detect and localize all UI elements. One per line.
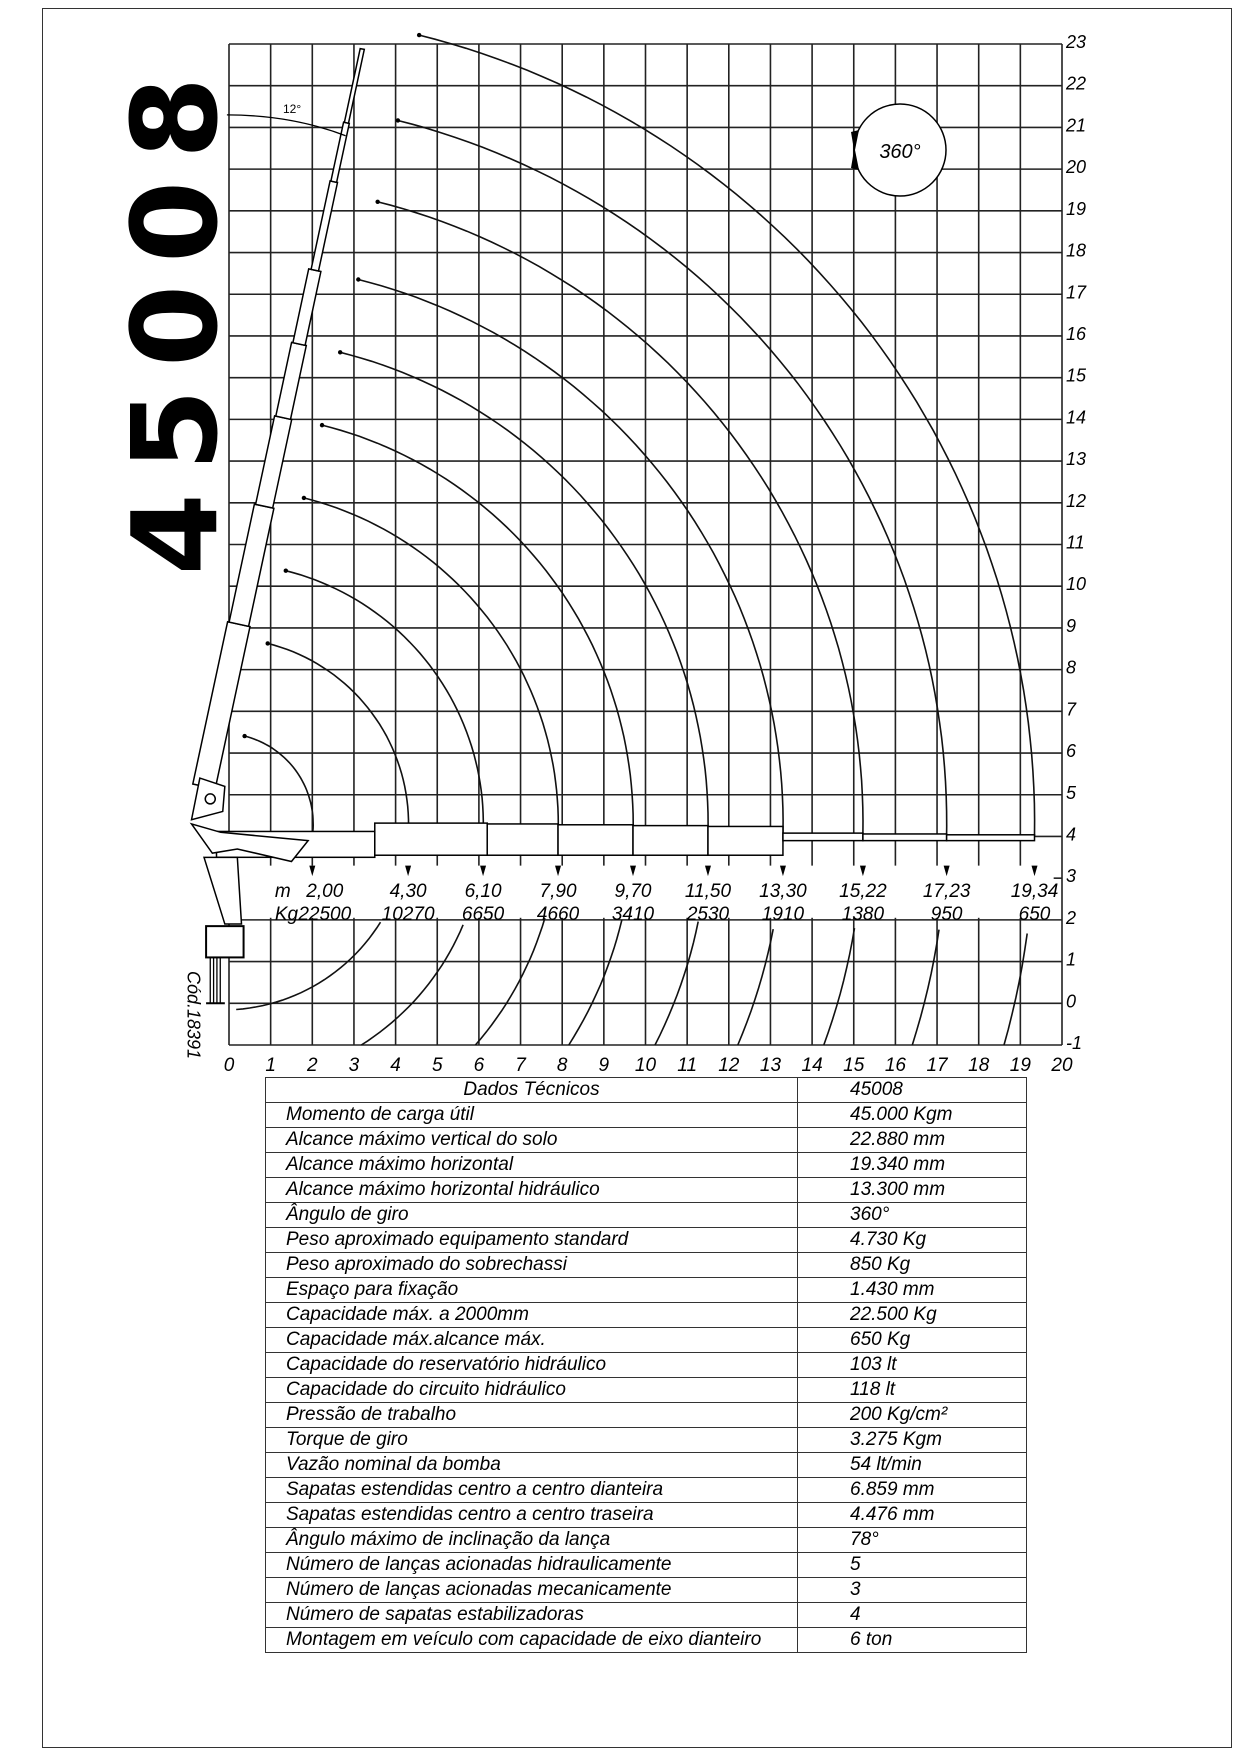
spec-row — [266, 1478, 1027, 1503]
angle-label: 12° — [283, 102, 302, 116]
load-value-label: 6650 — [461, 903, 505, 925]
spec-label: Alcance máximo horizontal — [266, 1153, 798, 1178]
reach-marker — [555, 866, 561, 876]
y-tick-label: 0 — [1066, 991, 1077, 1012]
crane-column — [204, 857, 241, 924]
x-tick-label: 4 — [390, 1055, 401, 1075]
reach-value-label: 17,23 — [922, 880, 971, 902]
arc-arrow-icon — [242, 734, 246, 738]
x-tick-label: 18 — [968, 1055, 990, 1075]
x-tick-label: 8 — [556, 1055, 568, 1075]
arc-arrow-icon — [302, 496, 306, 500]
crane-base — [206, 926, 243, 957]
arc-arrow-icon — [320, 423, 324, 427]
x-tick-label: 1 — [265, 1055, 276, 1075]
spec-value: 22.880 mm — [798, 1128, 1027, 1153]
boom-inclined-section — [229, 504, 274, 626]
y-tick-label: 22 — [1066, 73, 1087, 94]
spec-row — [266, 1203, 1027, 1228]
arc-arrow-icon — [284, 569, 288, 573]
spec-label: Sapatas estendidas centro a centro traseira — [266, 1503, 798, 1528]
reach-value-label: 6,10 — [464, 880, 502, 902]
reach-marker — [1032, 866, 1038, 876]
spec-row — [266, 1353, 1027, 1378]
y-tick-label: 8 — [1066, 657, 1077, 678]
y-tick-label: 7 — [1066, 699, 1077, 720]
spec-row — [266, 1403, 1027, 1428]
boom-section — [783, 833, 863, 841]
x-tick-label: 14 — [801, 1055, 823, 1075]
spec-row — [266, 1228, 1027, 1253]
spec-label: Capacidade máx. a 2000mm — [266, 1303, 798, 1328]
spec-label: Ângulo máximo de inclinação da lança — [266, 1528, 798, 1553]
spec-label: Montagem em veículo com capacidade de eixo dianteiro — [266, 1628, 798, 1653]
spec-row — [266, 1103, 1027, 1128]
spec-value: 650 Kg — [798, 1328, 1027, 1353]
spec-row — [266, 1553, 1027, 1578]
spec-label: Número de lanças acionadas hidraulicamente — [266, 1553, 798, 1578]
y-tick-label: 14 — [1066, 407, 1087, 428]
x-tick-label: 9 — [598, 1055, 610, 1075]
y-tick-label: 9 — [1066, 615, 1077, 636]
reach-value-label: 13,30 — [759, 880, 807, 902]
spec-label: Sapatas estendidas centro a centro dianteira — [266, 1478, 798, 1503]
boom-inclined-section — [293, 269, 321, 345]
load-value-label: 4660 — [536, 903, 580, 925]
y-tick-label: 19 — [1066, 198, 1087, 219]
y-tick-label: 17 — [1066, 282, 1087, 303]
spec-row — [266, 1253, 1027, 1278]
reach-marker — [780, 866, 786, 876]
spec-value: 200 Kg/cm² — [798, 1403, 1027, 1428]
x-tick-label: 16 — [884, 1055, 906, 1075]
specs-table — [265, 1077, 1027, 1653]
spec-label: Dados Técnicos — [266, 1078, 798, 1103]
spec-value: 6.859 mm — [798, 1478, 1027, 1503]
x-tick-label: 0 — [223, 1055, 235, 1075]
spec-value: 3 — [798, 1578, 1027, 1603]
spec-value: 78° — [798, 1528, 1027, 1553]
y-tick-label: 6 — [1066, 741, 1077, 762]
reach-value-label: 9,70 — [614, 880, 652, 902]
y-tick-label: 2 — [1066, 907, 1077, 928]
x-tick-label: 7 — [515, 1055, 526, 1075]
load-arc — [322, 425, 633, 1045]
y-tick-label: 12 — [1066, 490, 1087, 511]
spec-row — [266, 1128, 1027, 1153]
x-tick-label: 17 — [926, 1055, 948, 1075]
spec-label: Capacidade do reservatório hidráulico — [266, 1353, 798, 1378]
spec-row — [266, 1278, 1027, 1303]
spec-row — [266, 1378, 1027, 1403]
reach-marker — [480, 866, 486, 876]
arc-arrow-icon — [356, 277, 360, 281]
x-tick-label: 5 — [431, 1055, 443, 1075]
spec-label: Peso aproximado equipamento standard — [266, 1228, 798, 1253]
spec-label: Momento de carga útil — [266, 1103, 798, 1128]
y-tick-label: 18 — [1066, 240, 1087, 261]
spec-label: Capacidade máx.alcance máx. — [266, 1328, 798, 1353]
spec-row — [266, 1303, 1027, 1328]
spec-row — [266, 1578, 1027, 1603]
x-tick-label: 19 — [1009, 1055, 1031, 1075]
boom-section — [708, 826, 783, 855]
spec-label: Ângulo de giro — [266, 1203, 798, 1228]
spec-label: Número de lanças acionadas mecanicamente — [266, 1578, 798, 1603]
arc-arrow-icon — [265, 641, 269, 645]
reach-marker — [944, 866, 950, 876]
arc-arrow-icon — [396, 118, 400, 122]
model-title-text: 45008 — [106, 54, 244, 576]
x-tick-label: 6 — [473, 1055, 485, 1075]
reach-marker — [630, 866, 636, 876]
load-unit-label: Kg — [274, 903, 299, 925]
reach-value-label: 11,50 — [684, 880, 732, 902]
boom-inclined-section — [193, 622, 250, 789]
x-tick-label: 2 — [307, 1055, 318, 1075]
x-tick-label: 12 — [718, 1055, 740, 1075]
reach-unit-label: m — [274, 880, 291, 902]
y-tick-label: 20 — [1066, 157, 1087, 178]
reach-value-label: 4,30 — [389, 880, 427, 902]
spec-row — [266, 1178, 1027, 1203]
y-tick-label: 21 — [1066, 115, 1087, 136]
y-tick-label: 13 — [1066, 449, 1087, 470]
load-value-label: 2530 — [686, 903, 730, 925]
spec-value: 6 ton — [798, 1628, 1027, 1653]
spec-label: Alcance máximo horizontal hidráulico — [266, 1178, 798, 1203]
y-tick-label: -1 — [1066, 1033, 1083, 1053]
spec-label: Número de sapatas estabilizadoras — [266, 1603, 798, 1628]
x-tick-label: 10 — [634, 1055, 657, 1075]
spec-value: 5 — [798, 1553, 1027, 1578]
y-tick-label: 11 — [1066, 532, 1085, 553]
x-tick-label: 15 — [843, 1055, 865, 1075]
boom-inclined-section — [256, 416, 292, 508]
boom-inclined-section — [276, 342, 307, 419]
reach-marker — [309, 866, 315, 876]
boom-section — [633, 826, 708, 856]
spec-value: 13.300 mm — [798, 1178, 1027, 1203]
spec-row — [266, 1453, 1027, 1478]
load-arc — [358, 280, 783, 1046]
spec-row — [266, 1153, 1027, 1178]
rotation-indicator — [851, 104, 946, 196]
load-value-label: 650 — [1018, 903, 1051, 925]
spec-label: Torque de giro — [266, 1428, 798, 1453]
y-tick-label: 15 — [1066, 365, 1087, 386]
spec-label: Vazão nominal da bomba — [266, 1453, 798, 1478]
spec-row — [266, 1628, 1027, 1653]
spec-row — [266, 1503, 1027, 1528]
spec-value: 45.000 Kgm — [798, 1103, 1027, 1128]
x-tick-label: 11 — [677, 1055, 698, 1075]
boom-section — [558, 825, 633, 855]
spec-value: 118 lt — [798, 1378, 1027, 1403]
x-tick-label: 20 — [1051, 1055, 1073, 1075]
reach-value-label: 19,34 — [1010, 880, 1059, 902]
spec-row — [266, 1428, 1027, 1453]
load-arc — [286, 571, 484, 1045]
y-tick-label: 23 — [1066, 32, 1087, 52]
y-tick-label: 5 — [1066, 782, 1077, 803]
spec-value: 850 Kg — [798, 1253, 1027, 1278]
reach-marker — [860, 866, 866, 876]
rotation-label: 360° — [879, 141, 921, 163]
spec-value: 103 lt — [798, 1353, 1027, 1378]
spec-label: Pressão de trabalho — [266, 1403, 798, 1428]
reach-value-label: 2,00 — [306, 880, 344, 902]
boom-section — [487, 824, 558, 855]
load-value-label: 1380 — [841, 903, 885, 925]
y-tick-label: 16 — [1066, 323, 1087, 344]
pivot-pin — [205, 794, 215, 804]
spec-row — [266, 1528, 1027, 1553]
load-value-label: 22500 — [298, 903, 352, 925]
spec-value: 45008 — [798, 1078, 1027, 1103]
reach-marker — [405, 866, 411, 876]
spec-value: 1.430 mm — [798, 1278, 1027, 1303]
spec-label: Peso aproximado do sobrechassi — [266, 1253, 798, 1278]
spec-value: 4 — [798, 1603, 1027, 1628]
spec-label: Espaço para fixação — [266, 1278, 798, 1303]
boom-inclined-section — [311, 181, 337, 271]
spec-value: 22.500 Kg — [798, 1303, 1027, 1328]
spec-label: Capacidade do circuito hidráulico — [266, 1378, 798, 1403]
spec-row — [266, 1603, 1027, 1628]
spec-value: 4.730 Kg — [798, 1228, 1027, 1253]
reach-value-label: 7,90 — [539, 880, 577, 902]
load-value-label: 1910 — [761, 903, 805, 925]
y-tick-label: 10 — [1066, 574, 1087, 595]
spec-value: 54 lt/min — [798, 1453, 1027, 1478]
boom-section — [947, 835, 1035, 841]
reach-value-label: 15,22 — [839, 880, 887, 902]
load-value-label: 10270 — [381, 903, 435, 925]
reach-marker — [705, 866, 711, 876]
arc-arrow-icon — [338, 350, 342, 354]
arc-arrow-icon — [417, 33, 421, 37]
y-tick-label: 3 — [1066, 866, 1077, 887]
spec-value: 360° — [798, 1203, 1027, 1228]
spec-value: 19.340 mm — [798, 1153, 1027, 1178]
specs-header-row — [266, 1078, 1027, 1103]
y-tick-label: 1 — [1066, 949, 1077, 970]
boom-section — [375, 823, 487, 855]
spec-value: 3.275 Kgm — [798, 1428, 1027, 1453]
arc-arrow-icon — [375, 200, 379, 204]
boom-section — [863, 834, 947, 841]
code-label-text: Cód.18391 — [183, 970, 204, 1060]
x-tick-label: 13 — [759, 1055, 782, 1075]
spec-label: Alcance máximo vertical do solo — [266, 1128, 798, 1153]
x-tick-label: 3 — [348, 1055, 360, 1075]
load-value-label: 950 — [930, 903, 963, 925]
y-tick-label: 4 — [1066, 824, 1077, 845]
spec-row — [266, 1328, 1027, 1353]
spec-value: 4.476 mm — [798, 1503, 1027, 1528]
jib-angle-arc — [227, 115, 346, 136]
load-value-label: 3410 — [611, 903, 655, 925]
